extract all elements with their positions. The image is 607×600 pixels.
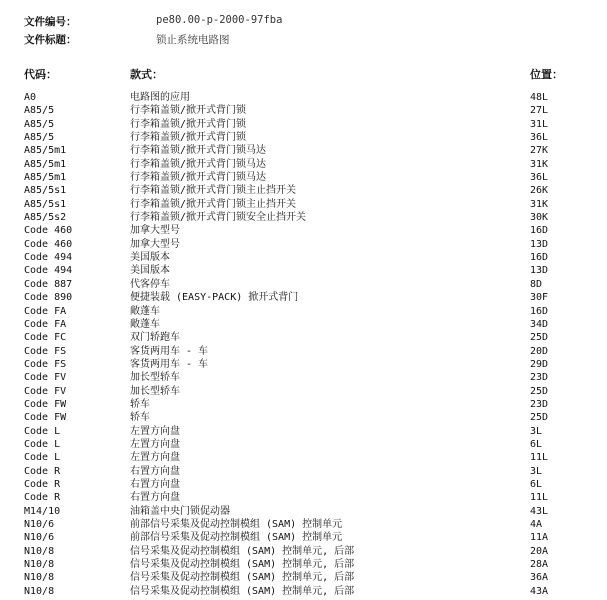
component-position: 16D [530, 225, 549, 237]
component-position: 3L [530, 425, 543, 437]
component-position: 23D [530, 372, 549, 384]
component-code: Code R [24, 492, 61, 504]
list-item [0, 211, 607, 224]
component-description: 加长型轿车 [130, 385, 180, 397]
list-item [0, 451, 607, 464]
component-position: 3L [530, 465, 543, 477]
list-item [0, 411, 607, 424]
component-code: Code FA [24, 318, 67, 330]
document-title-value: 锁止系统电路图 [156, 34, 230, 46]
component-position: 25D [530, 332, 549, 344]
component-position: 25D [530, 412, 549, 424]
component-code: A85/5m1 [24, 172, 67, 184]
component-description: 加长型轿车 [130, 372, 180, 384]
component-code: Code 887 [24, 278, 73, 290]
list-item [0, 558, 607, 571]
component-description: 前部信号采集及促动控制模组 (SAM) 控制单元 [130, 532, 343, 544]
component-position: 26K [530, 185, 549, 197]
component-position: 31K [530, 158, 549, 170]
component-code: A0 [24, 92, 37, 103]
list-item [0, 158, 607, 171]
list-item [0, 264, 607, 277]
component-description: 行李箱盖锁/掀开式背门锁马达 [130, 158, 267, 170]
list-item [0, 104, 607, 117]
list-item [0, 171, 607, 184]
component-code: Code FS [24, 358, 67, 370]
list-item [0, 398, 607, 411]
component-description: 行李箱盖锁/掀开式背门锁 [130, 132, 247, 144]
component-position: 11L [530, 452, 549, 464]
component-description: 客货两用车 - 车 [130, 345, 209, 357]
component-position: 30K [530, 212, 549, 224]
component-code: A85/5m1 [24, 158, 67, 170]
list-item [0, 238, 607, 251]
list-item [0, 144, 607, 157]
component-description: 信号采集及促动控制模组 (SAM) 控制单元, 后部 [130, 545, 355, 557]
list-item [0, 251, 607, 264]
list-item [0, 491, 607, 504]
component-code: Code 890 [24, 292, 73, 304]
component-code: Code FC [24, 332, 67, 344]
component-description: 左置方向盘 [130, 452, 180, 464]
list-item [0, 518, 607, 531]
component-code: N10/6 [24, 532, 55, 544]
component-code: A85/5m1 [24, 145, 67, 157]
column-header-code: 代码： [24, 68, 57, 81]
component-description: 加拿大型号 [130, 238, 180, 250]
component-position: 30F [530, 292, 549, 304]
component-position: 6L [530, 438, 543, 450]
list-item [0, 358, 607, 371]
component-position: 43A [530, 585, 549, 597]
column-header-model: 款式： [130, 68, 163, 81]
component-code: Code FV [24, 372, 67, 384]
list-item [0, 291, 607, 304]
list-item [0, 478, 607, 491]
component-description: 便捷装载 (EASY-PACK) 掀开式背门 [130, 292, 299, 304]
component-description: 行李箱盖锁/掀开式背门锁 [130, 105, 247, 117]
component-position: 4A [530, 519, 543, 530]
component-description: 信号采集及促动控制模组 (SAM) 控制单元, 后部 [130, 585, 355, 597]
component-description: 行李箱盖锁/掀开式背门锁马达 [130, 145, 267, 157]
component-position: 13D [530, 265, 549, 277]
component-position: 31L [530, 118, 549, 130]
component-code: Code FW [24, 398, 67, 410]
list-item [0, 345, 607, 358]
column-header-position: 位置： [530, 68, 563, 81]
component-code: Code FS [24, 345, 67, 357]
component-description: 左置方向盘 [130, 425, 180, 437]
component-position: 36A [530, 572, 549, 584]
component-position: 20A [530, 545, 549, 557]
component-description: 右置方向盘 [130, 492, 180, 504]
component-description: 信号采集及促动控制模组 (SAM) 控制单元, 后部 [130, 559, 355, 571]
component-description: 行李箱盖锁/掀开式背门锁马达 [130, 172, 267, 184]
component-position: 16D [530, 305, 549, 317]
component-position: 11A [530, 532, 549, 544]
component-description: 行李箱盖锁/掀开式背门锁安全止挡开关 [130, 212, 307, 224]
component-code: N10/8 [24, 545, 55, 557]
component-position: 25D [530, 385, 549, 397]
component-description: 左置方向盘 [130, 438, 180, 450]
component-code: Code L [24, 425, 61, 437]
component-position: 8D [530, 278, 543, 290]
component-code: Code FV [24, 385, 67, 397]
component-description: 轿车 [130, 398, 150, 410]
component-code: N10/8 [24, 559, 55, 571]
component-description: 右置方向盘 [130, 478, 180, 490]
document-title-label: 文件标题： [24, 34, 77, 46]
list-item [0, 118, 607, 131]
component-code: Code 460 [24, 225, 73, 237]
component-position: 23D [530, 398, 549, 410]
component-code: A85/5 [24, 132, 55, 144]
component-description: 敞蓬车 [130, 318, 160, 330]
component-description: 客货两用车 - 车 [130, 358, 209, 370]
list-item [0, 305, 607, 318]
component-description: 信号采集及促动控制模组 (SAM) 控制单元, 后部 [130, 572, 355, 584]
list-item [0, 91, 607, 104]
component-code: M14/10 [24, 505, 61, 517]
component-description: 美国版本 [130, 265, 170, 277]
list-item [0, 571, 607, 584]
document-number-label: 文件编号： [24, 16, 77, 28]
component-description: 电路图的应用 [130, 92, 190, 103]
component-code: Code R [24, 478, 61, 490]
component-description: 加拿大型号 [130, 225, 180, 237]
component-position: 20D [530, 345, 549, 357]
list-item [0, 131, 607, 144]
component-code: Code FW [24, 412, 67, 424]
component-position: 36L [530, 172, 549, 184]
component-code: Code L [24, 452, 61, 464]
component-position: 27K [530, 145, 549, 157]
component-description: 行李箱盖锁/掀开式背门锁主止挡开关 [130, 185, 297, 197]
component-description: 代客停车 [130, 278, 170, 290]
list-item [0, 438, 607, 451]
component-code: Code 460 [24, 238, 73, 250]
component-position: 11L [530, 492, 549, 504]
component-code: A85/5s1 [24, 185, 67, 197]
list-item [0, 184, 607, 197]
list-item [0, 198, 607, 211]
component-position: 36L [530, 132, 549, 144]
component-description: 油箱盖中央门锁促动器 [130, 505, 230, 517]
component-code: A85/5 [24, 105, 55, 117]
list-item [0, 425, 607, 438]
component-description: 轿车 [130, 412, 150, 424]
component-code: A85/5s1 [24, 198, 67, 210]
list-item [0, 531, 607, 544]
list-item [0, 331, 607, 344]
component-description: 行李箱盖锁/掀开式背门锁 [130, 118, 247, 130]
component-code: A85/5s2 [24, 212, 67, 224]
component-position: 16D [530, 252, 549, 264]
list-item [0, 318, 607, 331]
list-item [0, 505, 607, 518]
component-description: 前部信号采集及促动控制模组 (SAM) 控制单元 [130, 519, 343, 530]
component-position: 34D [530, 318, 549, 330]
component-position: 6L [530, 478, 543, 490]
component-code: Code FA [24, 305, 67, 317]
component-list [0, 91, 607, 598]
component-position: 43L [530, 505, 549, 517]
component-code: N10/8 [24, 572, 55, 584]
component-position: 28A [530, 559, 549, 571]
list-item [0, 278, 607, 291]
component-position: 29D [530, 358, 549, 370]
list-item [0, 465, 607, 478]
component-code: Code L [24, 438, 61, 450]
component-position: 31K [530, 198, 549, 210]
component-code: Code 494 [24, 252, 73, 264]
list-item [0, 545, 607, 558]
list-item [0, 385, 607, 398]
component-code: A85/5 [24, 118, 55, 130]
component-position: 13D [530, 238, 549, 250]
list-item [0, 371, 607, 384]
component-code: Code 494 [24, 265, 73, 277]
list-item [0, 224, 607, 237]
component-description: 行李箱盖锁/掀开式背门锁主止挡开关 [130, 198, 297, 210]
component-description: 美国版本 [130, 252, 170, 264]
component-position: 48L [530, 92, 549, 103]
component-description: 双门轿跑车 [130, 332, 180, 344]
component-description: 右置方向盘 [130, 465, 180, 477]
document-number-value: pe80.00-p-2000-97fba [156, 14, 283, 26]
component-code: N10/8 [24, 585, 55, 597]
list-item [0, 585, 607, 598]
component-code: N10/6 [24, 519, 55, 530]
component-position: 27L [530, 105, 549, 117]
component-description: 敞蓬车 [130, 305, 160, 317]
component-code: Code R [24, 465, 61, 477]
